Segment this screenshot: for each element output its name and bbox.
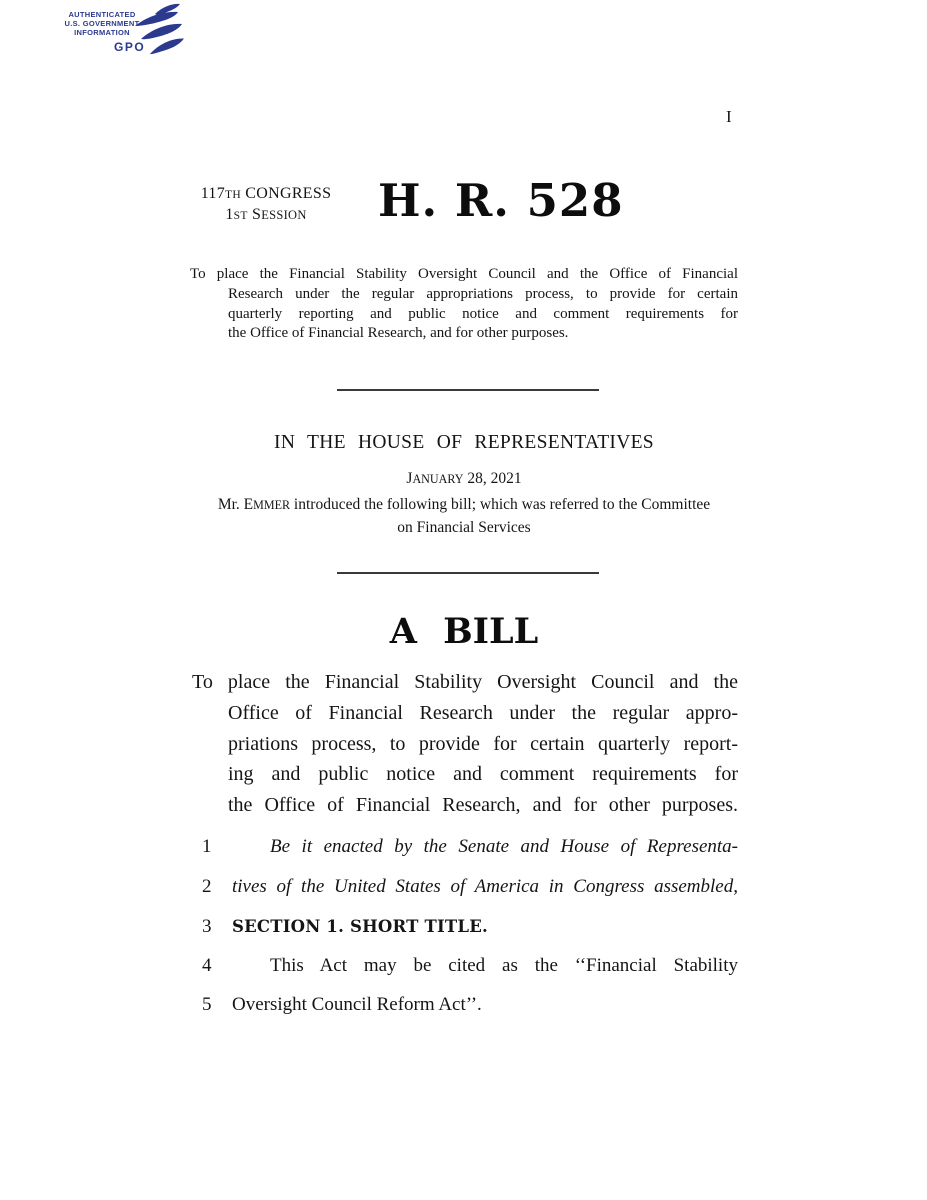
bill-number: H. R. 528 [378, 174, 624, 227]
session-ordinal: ST [233, 210, 248, 222]
title-line: the Office of Financial Research, and for other purposes. [228, 794, 738, 817]
sponsor-name: MMER [253, 498, 291, 512]
body-text-line: Oversight Council Reform Act’’. [232, 994, 482, 1015]
bill-long-title [192, 667, 738, 821]
enacting-clause-line: Be it enacted by the Senate and House of Representa- [270, 836, 738, 857]
session-word-rest: ESSION [261, 208, 307, 222]
eagle-swoosh-icon [133, 2, 185, 65]
body-text-line: This Act may be cited as the ‘‘Financial Stability [270, 955, 738, 976]
preamble-line: quarterly reporting and public notice and comment requirements for [228, 305, 738, 322]
line-number: 2 [202, 876, 212, 897]
preamble-line: the Office of Financial Research, and for other purposes. [228, 325, 569, 342]
official-title-preamble [190, 265, 738, 344]
date-cap: J [406, 470, 413, 487]
line-number: 5 [202, 994, 212, 1015]
body-line [202, 994, 738, 1016]
congress-number: 117 [200, 185, 226, 202]
section-divider [337, 572, 599, 574]
gpo-logo-line: U.S. GOVERNMENT [64, 19, 140, 28]
section-divider [337, 389, 599, 391]
line-number: 3 [202, 916, 212, 937]
title-line: ing and public notice and comment requirements for [228, 763, 738, 786]
date-rest: 28, 2021 [463, 470, 522, 487]
preamble-line: To place the Financial Stability Oversight Council and the Office of Financial [190, 266, 738, 282]
line-number: 4 [202, 955, 212, 976]
sponsor-line-2: on Financial Services [397, 518, 531, 536]
introduction-date [190, 470, 738, 488]
gpo-logo-line: INFORMATION [74, 28, 130, 37]
page-number: I [726, 107, 732, 126]
congress-line [190, 184, 342, 205]
preamble-line: Research under the regular appropriations process, to provide for certain [228, 285, 738, 302]
session-number: 1 [225, 206, 234, 223]
date-smallcaps: ANUARY [412, 472, 464, 486]
title-line: priations process, to provide for certain quarterly report- [228, 732, 738, 755]
sponsor-rest: introduced the following bill; which was referred to the Committee [290, 496, 711, 513]
chamber-heading: IN THE HOUSE OF REPRESENTATIVES [274, 432, 654, 453]
congress-word: CONGRESS [240, 185, 332, 202]
sponsor-line-1 [186, 494, 742, 517]
line-number: 1 [202, 836, 212, 857]
body-line [202, 836, 738, 858]
bill-heading: A BILL [389, 611, 539, 652]
gpo-wordmark: GPO [114, 40, 146, 54]
session-line [190, 205, 342, 226]
body-line [202, 876, 738, 898]
body-line [202, 916, 738, 938]
congress-ordinal: TH [225, 189, 241, 201]
body-line [202, 955, 738, 977]
title-line: To place the Financial Stability Oversight Council and the [192, 671, 738, 693]
gpo-authentication-logo [57, 6, 187, 64]
congress-session-block [190, 184, 342, 226]
gpo-logo-line: AUTHENTICATED [68, 10, 136, 19]
sponsor-paragraph [186, 494, 742, 538]
title-line: Office of Financial Research under the regular appro- [228, 701, 738, 724]
session-word-cap: S [247, 206, 262, 223]
enacting-clause-line: tives of the United States of America in Congress assembled, [232, 876, 738, 897]
section-heading: SECTION 1. SHORT TITLE. [232, 917, 488, 936]
sponsor-prefix: Mr. E [217, 496, 254, 513]
